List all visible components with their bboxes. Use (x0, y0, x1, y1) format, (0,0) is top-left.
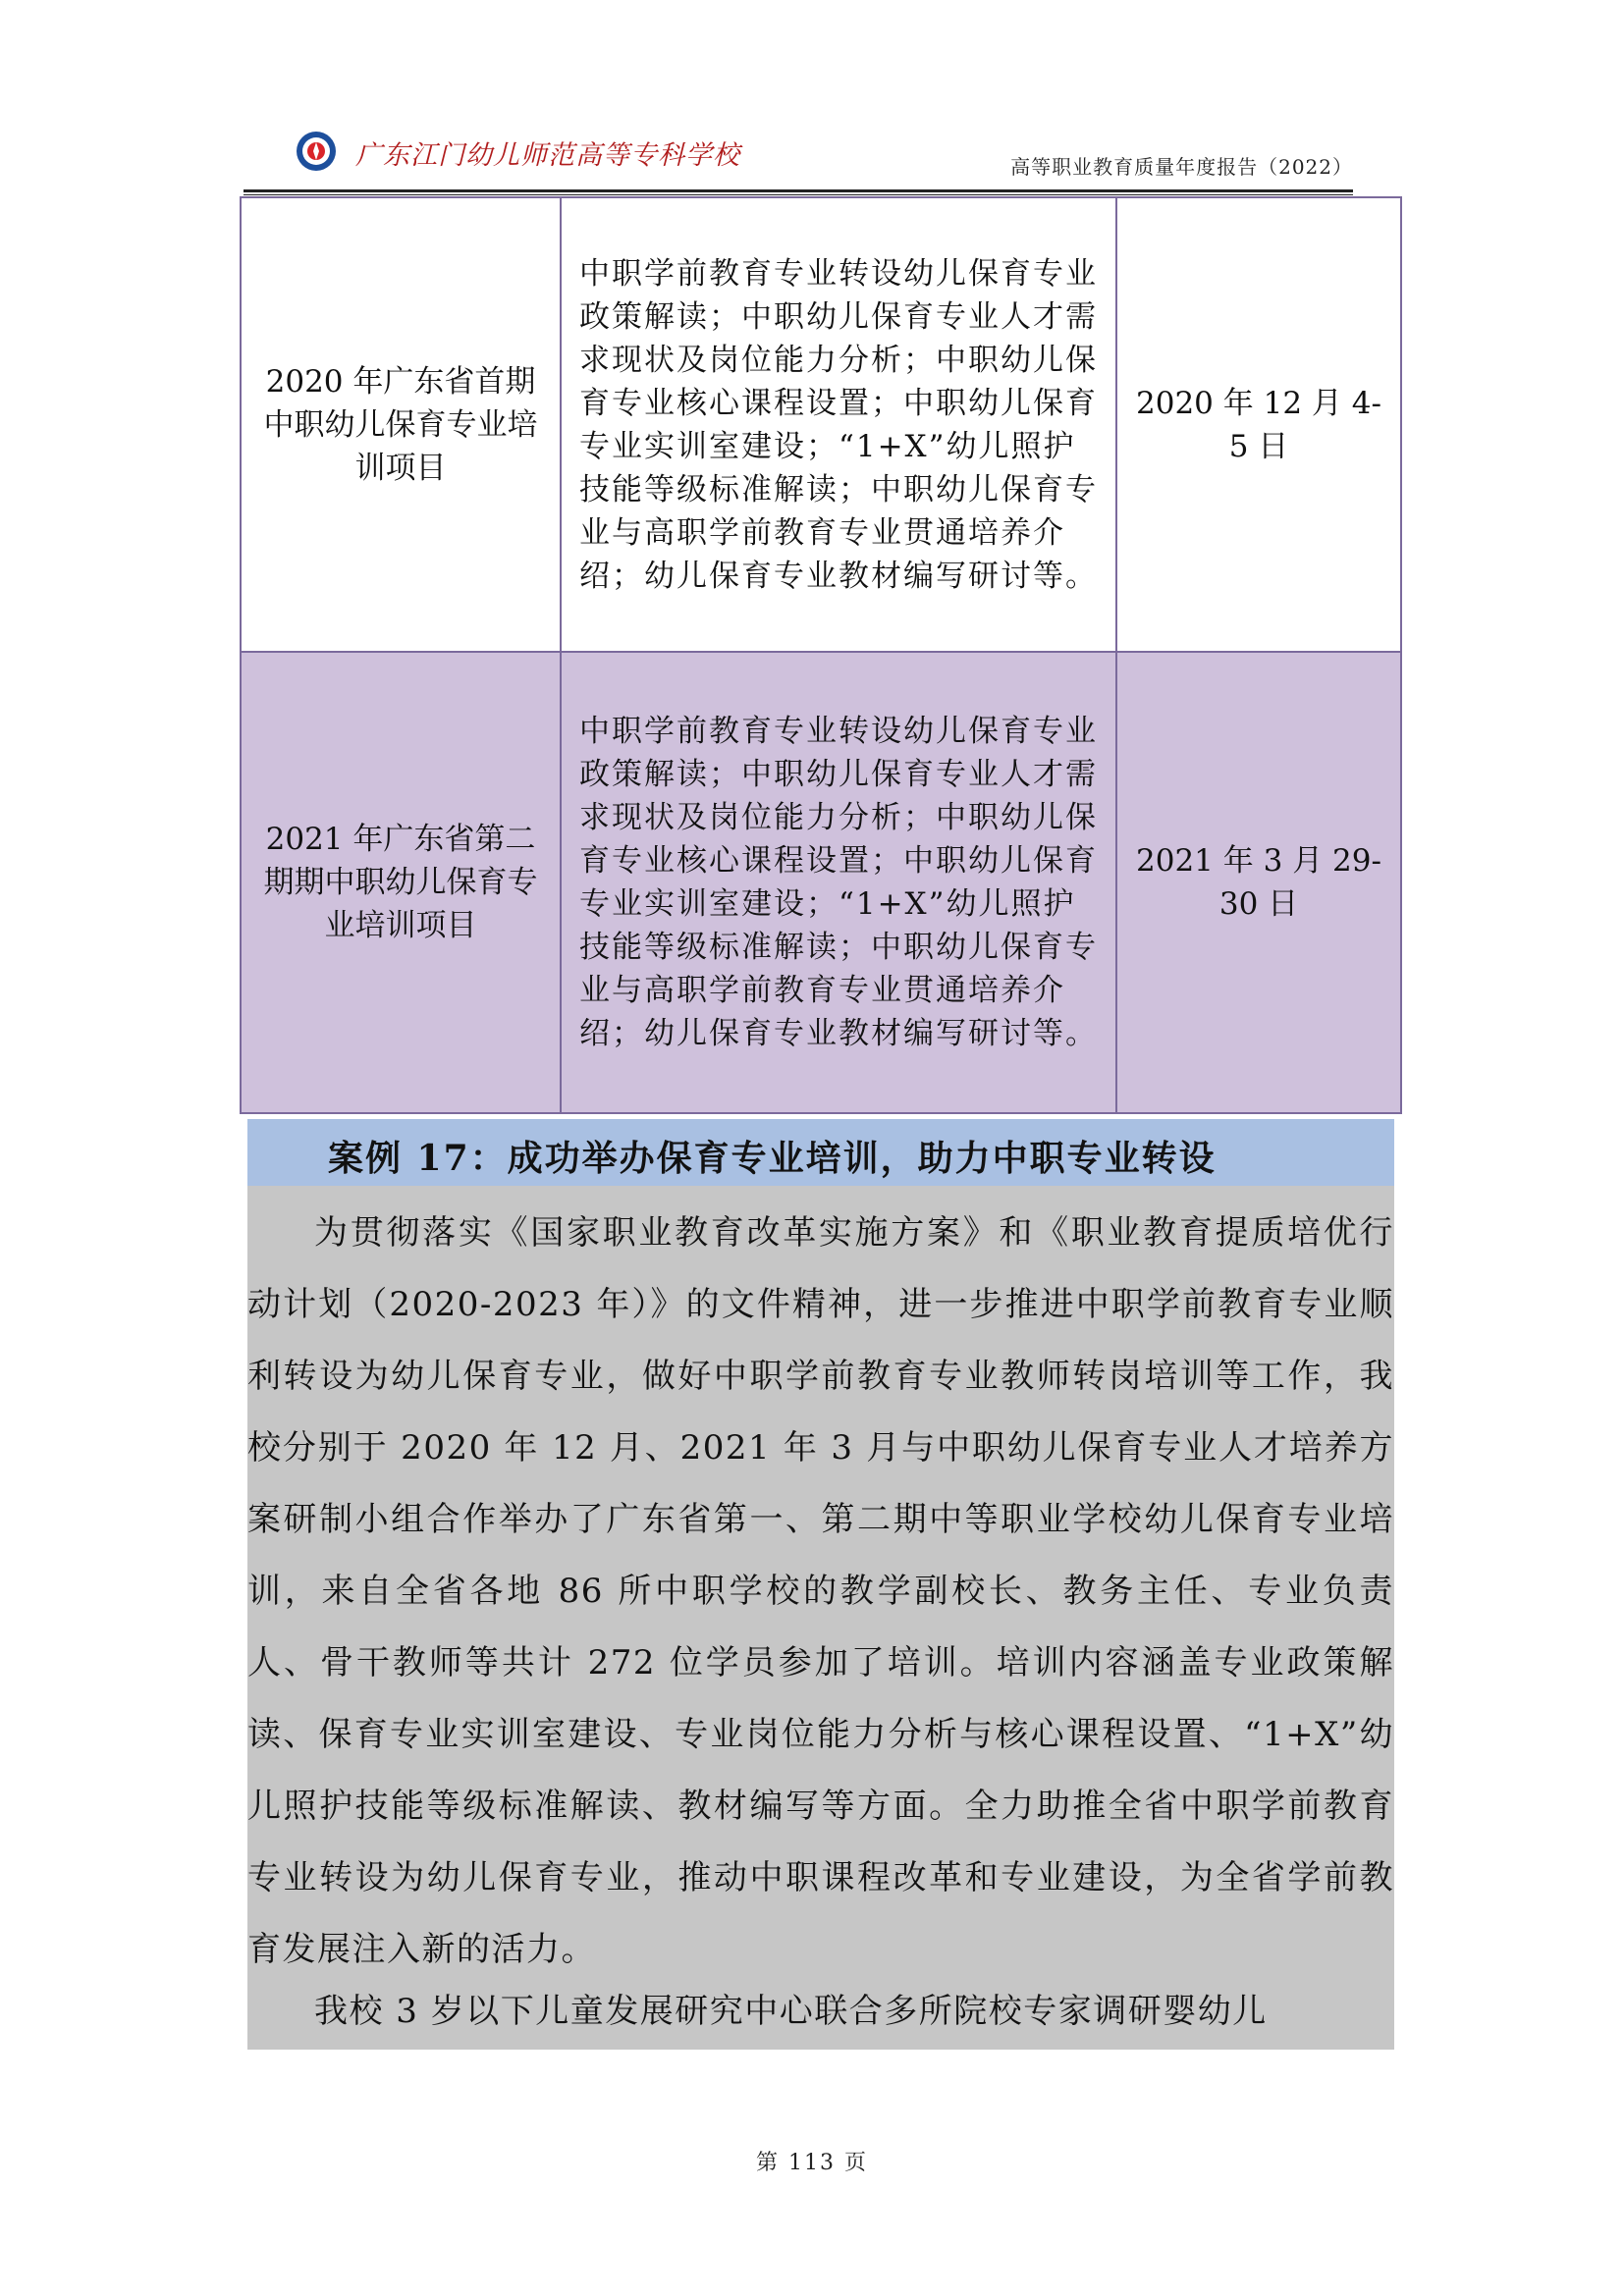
school-name-script: 广东江门幼儿师范高等专科学校 (355, 140, 740, 171)
case-body (247, 1186, 1394, 2050)
project-name-cell: 2021 年广东省第二期期中职幼儿保育专业培训项目 (241, 652, 561, 1113)
training-projects-table (240, 196, 1402, 1114)
report-title: 高等职业教育质量年度报告（2022） (1010, 155, 1353, 179)
project-date-cell: 2020 年 12 月 4-5 日 (1116, 197, 1401, 652)
school-emblem-icon (295, 130, 338, 173)
table-row (241, 197, 1401, 652)
case-paragraph-continued: 我校 3 岁以下儿童发展研究中心联合多所院校专家调研婴幼儿 (314, 1992, 1268, 2031)
table-row (241, 652, 1401, 1113)
school-logo (295, 130, 740, 173)
page-number: 第 113 页 (756, 2151, 868, 2175)
header-divider-thin (244, 194, 1353, 195)
project-name-cell: 2020 年广东省首期中职幼儿保育专业培训项目 (241, 197, 561, 652)
header-divider (244, 189, 1353, 192)
project-content-cell: 中职学前教育专业转设幼儿保育专业政策解读；中职幼儿保育专业人才需求现状及岗位能力分析；中职幼儿保育专业核心课程设置；中职幼儿保育专业实训室建设；“1+X”幼儿照护技能等级标准解读；中职幼儿保育专业与高职学前教育专业贯通培养介绍；幼儿保育专业教材编写研讨等。 (561, 197, 1116, 652)
case-title: 案例 17：成功举办保育专业培训，助力中职专业转设 (328, 1138, 1217, 1179)
case-title-bar (247, 1119, 1394, 1186)
page-header (244, 116, 1353, 194)
project-date-cell: 2021 年 3 月 29-30 日 (1116, 652, 1401, 1113)
project-content-cell: 中职学前教育专业转设幼儿保育专业政策解读；中职幼儿保育专业人才需求现状及岗位能力分析；中职幼儿保育专业核心课程设置；中职幼儿保育专业实训室建设；“1+X”幼儿照护技能等级标准解读；中职幼儿保育专业与高职学前教育专业贯通培养介绍；幼儿保育专业教材编写研讨等。 (561, 652, 1116, 1113)
case-paragraph: 为贯彻落实《国家职业教育改革实施方案》和《职业教育提质培优行动计划（2020-2023 年）》的文件精神，进一步推进中职学前教育专业顺利转设为幼儿保育专业，做好中职学前教育专业教师转岗培训等工作，我校分别于 2020 年 12 月、2021 年 3 月与中职幼儿保育专业人才培养方案研制小组合作举办了广东省第一、第二期中等职业学校幼儿保育专业培训，来自全省各地 86 所中职学校的教学副校长、教务主任、专业负责人、骨干教师等共计 272 位学员参加了培训。培训内容涵盖专业政策解读、保育专业实训室建设、专业岗位能力分析与核心课程设置、“1+X”幼儿照护技能等级标准解读、教材编写等方面。全力助推全省中职学前教育专业转设为幼儿保育专业，推动中职课程改革和专业建设，为全省学前教育发展注入新的活力。 (247, 1213, 1394, 1969)
